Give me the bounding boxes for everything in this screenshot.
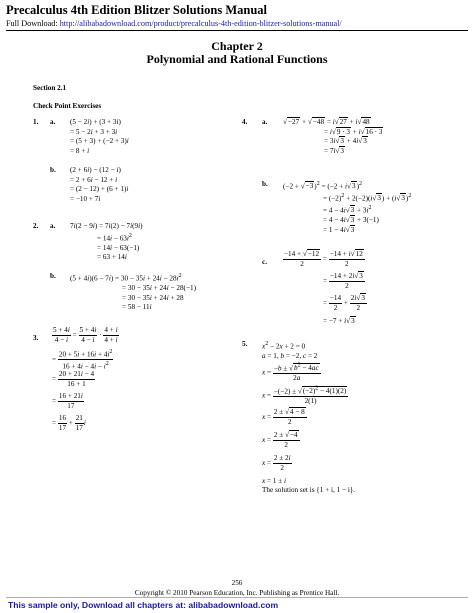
chapter-title: Polynomial and Rational Functions: [146, 52, 328, 66]
problem-5-work: $x^2 - 2x + 2 = 0$ a = 1, b = −2, c = 2 x = $\frac{-b \pm √b^2 - 4ac}{2a}$ x = $\frac{-(-2) \pm √(-2)^2 - 4(1)(2)}{2(1)}$ x = $\frac{2 \pm √4 - 8}{2}$ x = $\frac{2 \pm √-4}{2}$ x = $\frac{2 \pm 2i}{2}$ x = 1 ± i The solution set is {1 + i, 1 − i}.: [262, 341, 356, 495]
document-title: Precalculus 4th Edition Blitzer Solutions Manual: [6, 3, 268, 17]
sample-notice: This sample only, Download all chapters at: alibabadownload.com: [8, 600, 279, 610]
problem-1a-label: a.: [50, 118, 56, 126]
problem-4-number: 4.: [242, 118, 248, 126]
problem-2a-label: a.: [50, 222, 56, 230]
problem-1b-work: (2 + 6i) − (12 − i) = 2 + 6i − 12 + i = (2 − 12) + (6 + 1)i = −10 + 7i: [70, 166, 129, 203]
problem-3-work: $\frac{5 + 4i}{4 - i}$ = $\frac{5 + 4i}{4 - i}$ · $\frac{4 + i}{4 + i}$ = $\frac{20 + 5i + 16i + 4i^2}{16 + 4i - 4i - i^2}$ = $\frac{20 + 21i - 4}{16 + 1}$ = $\frac{16 + 21i}{17}$ = $\frac{16}{17}$ + $\frac{21}{17}$ i: [52, 326, 118, 432]
problem-2b-label: b.: [50, 272, 56, 280]
problem-2a-work: 7i(2 − 9i) = 7i(2) − 7i(9i) = $14i - 63i^2$ = 14i − 63(−1) = 63 + 14i: [70, 222, 143, 262]
download-label: Full Download:: [6, 19, 58, 28]
section-heading: Section 2.1: [33, 84, 67, 92]
problem-4a-work: √−27 + √−48 = i√27 + i√48 = i√9 · 3 + i√16 · 3 = 3i√3 + 4i√3 = 7i√3: [283, 118, 383, 155]
problem-1a-work: (5 − 2i) + (3 + 3i) = 5 − 2i + 3 + 3i = (5 + 3) + (−2 + 3)i = 8 + i: [70, 118, 129, 155]
problem-5-number: 5.: [242, 340, 248, 348]
problem-5-solution-set: The solution set is {1 + i, 1 − i}.: [262, 486, 356, 495]
problem-1-number: 1.: [33, 118, 39, 126]
problem-1b-label: b.: [50, 166, 56, 174]
problem-4b-work: $(-2 + √-3)^2 = (-2 + i√3)^2$ = $(-2)^2 + 2(-2)(i√3) + (i√3)^2$ = $4 - 4i√3 + 3i^2$ = 4 − 4i√3 + 3(−1) = 1 − 4i√3: [283, 181, 412, 234]
problem-4b-label: b.: [262, 180, 268, 188]
download-link[interactable]: http://alibabadownload.com/product/precalculus-4th-edition-blitzer-solutions-manual/: [59, 19, 342, 28]
copyright-notice: Copyright © 2010 Pearson Education, Inc. Publishing as Prentice Hall.: [134, 589, 340, 597]
header-divider: [6, 30, 468, 31]
problem-4a-label: a.: [262, 118, 268, 126]
problem-2b-work: $(5 + 4i)(6 - 7i) = 30 - 35i + 24i - 28i^2$ = 30 − 35i + 24i − 28(−1) = 30 − 35i + 24i + 28 = 58 − 11i: [70, 273, 196, 312]
download-line: [6, 19, 342, 28]
problem-4c-work: $\frac{-14 + √-12}{2}$ = $\frac{-14 + i√12}{2}$ = $\frac{-14 + 2i√3}{2}$ = $\frac{-14}{2}$ + $\frac{2i√3}{2}$ = −7 + i√3: [284, 250, 365, 325]
problem-4c-label: c.: [262, 258, 267, 266]
page-number: 256: [231, 579, 243, 587]
chapter-number: Chapter 2: [211, 39, 263, 53]
problem-2-number: 2.: [33, 222, 39, 230]
footer-divider: [6, 597, 468, 598]
problem-3-number: 3.: [33, 334, 39, 342]
subsection-heading: Check Point Exercises: [33, 102, 102, 110]
